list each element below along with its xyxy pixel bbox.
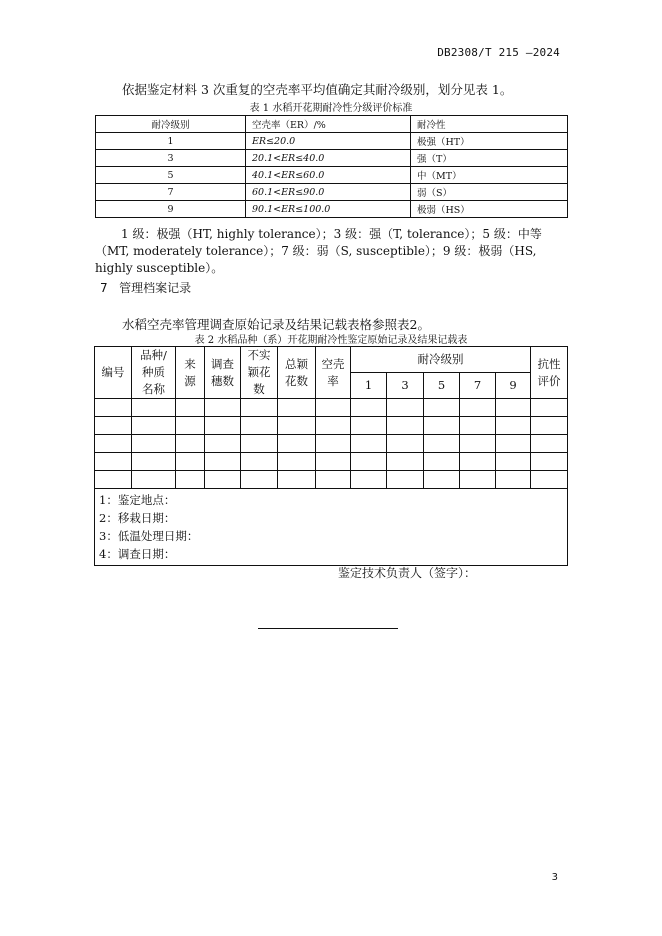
- header-empty-rate: 空壳率（ER）/%: [246, 116, 411, 133]
- note-transplant-date: 2：移栽日期：: [99, 511, 176, 525]
- header-cold-level: 耐冷级别: [351, 347, 531, 373]
- table-row: [96, 201, 568, 218]
- table2-caption: 表 2 水稻品种（系）开花期耐冷性鉴定原始记录及结果记载表: [194, 335, 468, 346]
- level-3-header: 3: [387, 373, 424, 399]
- section-number: 7: [100, 281, 108, 295]
- document-id: DB2308/T 215 —2024: [437, 46, 560, 59]
- range-cell: 20.1<ER≤40.0: [246, 150, 411, 167]
- table-row: [96, 167, 568, 184]
- header-panicles: 调查 穗数: [205, 347, 241, 399]
- notes-row: [95, 489, 568, 566]
- section-paragraph: 水稻空壳率管理调查原始记录及结果记载表格参照表2。: [122, 317, 430, 332]
- section-heading: [100, 279, 191, 296]
- level-9-header: 9: [496, 373, 531, 399]
- range-cell: 40.1<ER≤60.0: [246, 167, 411, 184]
- grade-cell: 3: [96, 150, 246, 167]
- table-header-row: [96, 116, 568, 133]
- note-survey-date: 4：调查日期：: [99, 547, 176, 561]
- table-row: [96, 150, 568, 167]
- level-5-header: 5: [424, 373, 460, 399]
- page-number: 3: [551, 872, 558, 883]
- notes-cell: [95, 489, 568, 566]
- section-title: 管理档案记录: [119, 281, 192, 295]
- grade-cell: 5: [96, 167, 246, 184]
- table-row: [95, 453, 568, 471]
- table1-caption: 表 1 水稻开花期耐冷性分级评价标准: [249, 103, 413, 114]
- intro-paragraph: 依据鉴定材料 3 次重复的空壳率平均值确定其耐冷级别，划分见表 1。: [122, 82, 513, 97]
- table-row: [96, 184, 568, 201]
- tolerance-cell: 极强（HT）: [411, 133, 568, 150]
- header-variety: 品种/ 种质 名称: [132, 347, 176, 399]
- signature-line: 鉴定技术负责人（签字）：: [338, 566, 477, 580]
- end-rule: [258, 628, 398, 629]
- header-tolerance: 耐冷性: [411, 116, 568, 133]
- header-total-florets: 总颖 花数: [278, 347, 316, 399]
- table-row: [95, 435, 568, 453]
- header-resistance: 抗性 评价: [531, 347, 568, 399]
- level-1-header: 1: [351, 373, 387, 399]
- tolerance-cell: 中（MT）: [411, 167, 568, 184]
- note-cold-treatment-date: 3：低温处理日期：: [99, 529, 199, 543]
- table1-note: 1 级：极强（HT, highly tolerance）；3 级：强（T, tolerance）；5 级：中等（MT, moderately tolerance）；7 级：弱（S, susceptible）；9 级：极弱（HS, highly susceptible）。: [95, 227, 542, 275]
- grade-cell: 1: [96, 133, 246, 150]
- grade-cell: 7: [96, 184, 246, 201]
- note-location: 1：鉴定地点：: [99, 493, 176, 507]
- record-table: [94, 346, 568, 566]
- grade-cell: 9: [96, 201, 246, 218]
- range-cell: 60.1<ER≤90.0: [246, 184, 411, 201]
- header-sterile-florets: 不实 颖花 数: [241, 347, 278, 399]
- header-source: 来 源: [176, 347, 205, 399]
- tolerance-cell: 极弱（HS）: [411, 201, 568, 218]
- table-row: [96, 133, 568, 150]
- table-row: [95, 399, 568, 417]
- table-header-row: [95, 347, 568, 373]
- range-cell: 90.1<ER≤100.0: [246, 201, 411, 218]
- header-grade: 耐冷级别: [96, 116, 246, 133]
- level-7-header: 7: [460, 373, 496, 399]
- table-row: [95, 417, 568, 435]
- table-row: [95, 471, 568, 489]
- tolerance-cell: 弱（S）: [411, 184, 568, 201]
- header-id: 编号: [95, 347, 132, 399]
- range-cell: ER≤20.0: [246, 133, 411, 150]
- cold-tolerance-grade-table: [95, 115, 568, 218]
- tolerance-cell: 强（T）: [411, 150, 568, 167]
- header-empty-rate: 空壳 率: [316, 347, 351, 399]
